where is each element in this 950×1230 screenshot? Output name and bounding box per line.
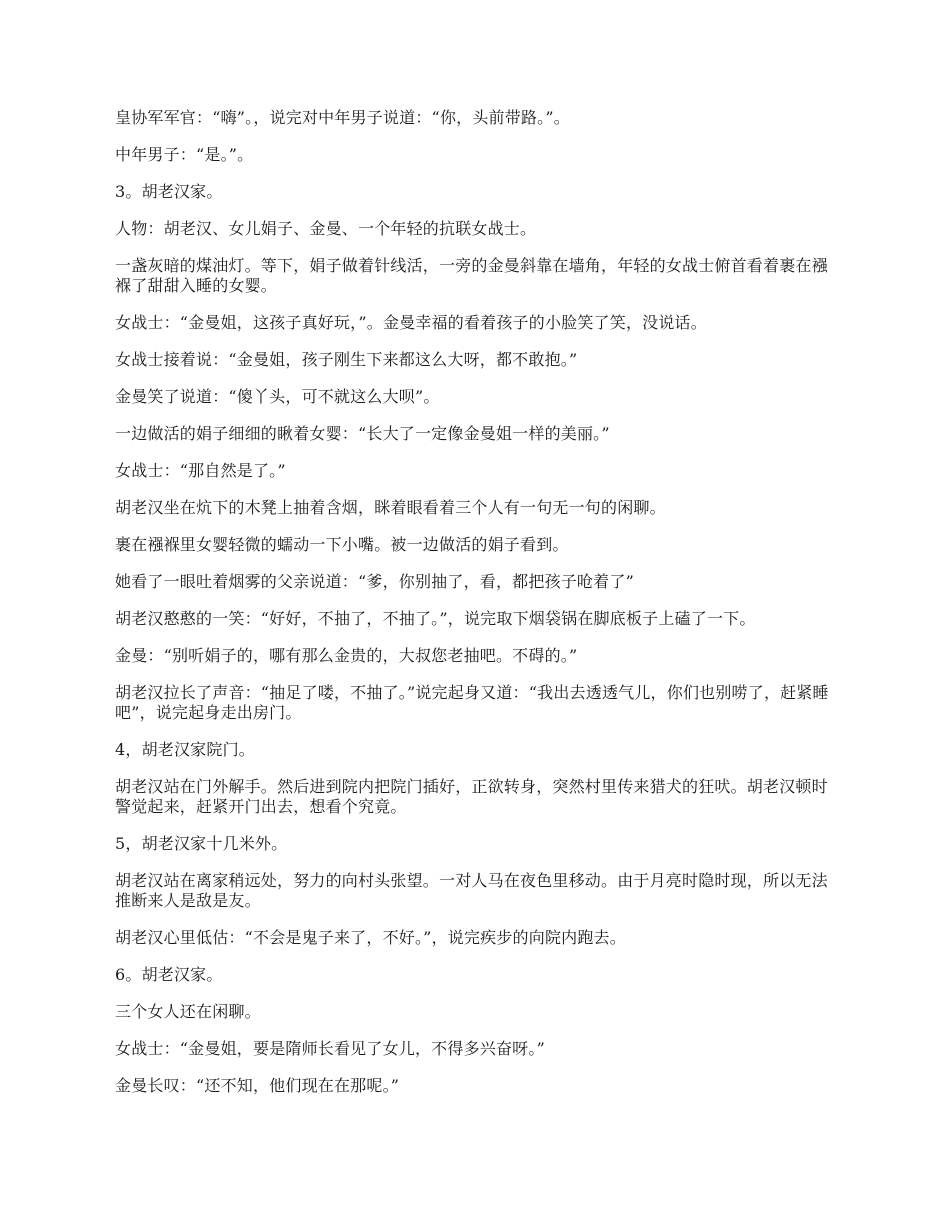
- paragraph: 胡老汉站在离家稍远处，努力的向村头张望。一对人马在夜色里移动。由于月亮时隐时现，所以无法推断来人是敌是友。: [115, 871, 828, 910]
- paragraph: 女战士接着说：“金曼姐，孩子刚生下来都这么大呀，都不敢抱。”: [115, 350, 578, 369]
- paragraph: 她看了一眼吐着烟雾的父亲说道：“爹，你别抽了，看，都把孩子呛着了”: [115, 572, 634, 591]
- paragraph: 胡老汉憨憨的一笑：“好好，不抽了，不抽了。”，说完取下烟袋锅在脚底板子上磕了一下。: [115, 609, 756, 628]
- paragraph: 一边做活的娟子细细的瞅着女婴：“长大了一定像金曼姐一样的美丽。”: [115, 424, 610, 443]
- paragraph: 胡老汉站在门外解手。然后进到院内把院门插好，正欲转身，突然村里传来猎犬的狂吠。胡老汉顿时警觉起来，赶紧开门出去，想看个究竟。: [115, 777, 828, 816]
- paragraph: 金曼长叹：“还不知，他们现在在那呢。”: [115, 1076, 400, 1095]
- paragraph: 金曼：“别听娟子的，哪有那么金贵的，大叔您老抽吧。不碍的。”: [115, 646, 578, 665]
- paragraph: 女战士：“金曼姐，要是隋师长看见了女儿，不得多兴奋呀。”: [115, 1039, 545, 1058]
- paragraph: 人物：胡老汉、女儿娟子、金曼、一个年轻的抗联女战士。: [115, 219, 537, 238]
- paragraph: 金曼笑了说道：“傻丫头，可不就这么大呗”。: [115, 387, 440, 406]
- paragraph: 中年男子：“是。”。: [115, 145, 254, 164]
- paragraph: 胡老汉坐在炕下的木凳上抽着含烟，眯着眼看着三个人有一句无一句的闲聊。: [115, 498, 666, 517]
- paragraph: 女战士：“那自然是了。”: [115, 461, 286, 480]
- paragraph: 胡老汉拉长了声音：“抽足了喽，不抽了。”说完起身又道：“我出去透透气儿，你们也别唠了，赶紧睡吧”，说完起身走出房门。: [115, 683, 829, 722]
- scene-heading: 5，胡老汉家十几米外。: [115, 834, 288, 853]
- paragraph: 裹在襁褓里女婴轻微的蠕动一下小嘴。被一边做活的娟子看到。: [115, 535, 569, 554]
- paragraph: 女战士：“金曼姐，这孩子真好玩，”。金曼幸福的看着孩子的小脸笑了笑，没说话。: [115, 313, 707, 332]
- scene-heading: 4，胡老汉家院门。: [115, 740, 255, 759]
- scene-heading: 6。胡老汉家。: [115, 965, 223, 984]
- document-body: [115, 108, 837, 1113]
- paragraph: 三个女人还在闲聊。: [115, 1002, 261, 1021]
- paragraph: 一盏灰暗的煤油灯。等下，娟子做着针线活，一旁的金曼斜靠在墙角，年轻的女战士俯首看着裹在襁褓了甜甜入睡的女婴。: [115, 256, 828, 295]
- paragraph: 胡老汉心里低估：“不会是鬼子来了，不好。”，说完疾步的向院内跑去。: [115, 928, 626, 947]
- scene-heading: 3。胡老汉家。: [115, 182, 223, 201]
- paragraph: 皇协军军官：“嗨”。，说完对中年男子说道：“你，头前带路。”。: [115, 108, 570, 127]
